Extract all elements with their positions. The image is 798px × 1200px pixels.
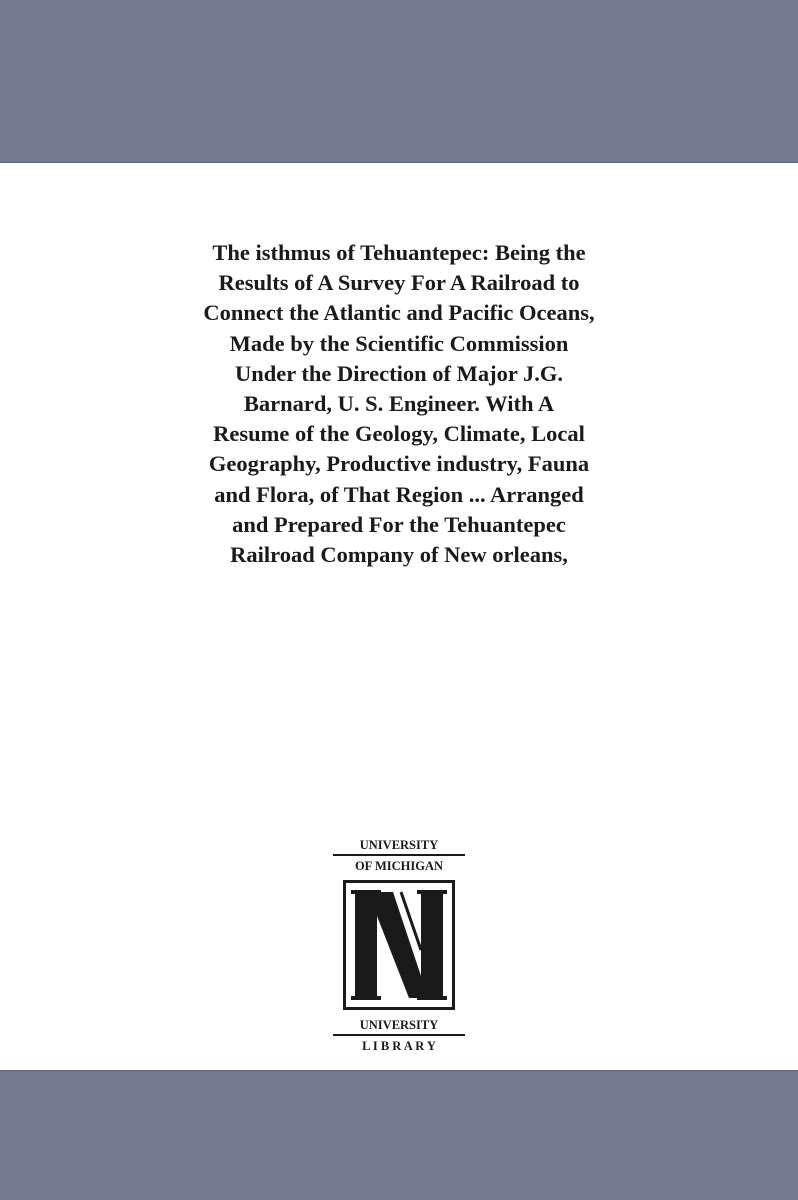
title-line-6: Barnard, U. S. Engineer. With A <box>243 391 555 417</box>
block-m-icon <box>343 880 455 1010</box>
logo-text-of-michigan: OF MICHIGAN <box>354 859 444 873</box>
university-library-logo <box>333 838 465 1060</box>
title-line-5: Under the Direction of Major J.G. <box>234 360 564 386</box>
title-line-10: and Prepared For the Tehuantepec <box>232 511 566 537</box>
logo-text-university-bottom: UNIVERSITY <box>359 1018 439 1032</box>
title-line-1: The isthmus of Tehuantepec: Being the <box>212 240 586 265</box>
title-line-11: Railroad Company of New orleans, <box>230 542 568 568</box>
title-line-9: and Flora, of That Region ... Arranged <box>214 481 584 507</box>
title-line-3: Connect the Atlantic and Pacific Oceans, <box>203 300 595 326</box>
logo-rule-top <box>333 854 465 856</box>
title-line-8: Geography, Productive industry, Fauna <box>208 451 590 477</box>
logo-text-university-top: UNIVERSITY <box>359 838 439 852</box>
title-line-4: Made by the Scientific Commission <box>229 330 569 356</box>
title-line-2: Results of A Survey For A Railroad to <box>218 270 580 296</box>
book-title <box>90 238 708 570</box>
logo-rule-bottom <box>333 1034 465 1036</box>
top-color-band <box>0 0 798 163</box>
logo-text-library: L I B R A R Y <box>362 1039 436 1053</box>
title-line-7: Resume of the Geology, Climate, Local <box>213 421 585 447</box>
bottom-color-band <box>0 1070 798 1200</box>
